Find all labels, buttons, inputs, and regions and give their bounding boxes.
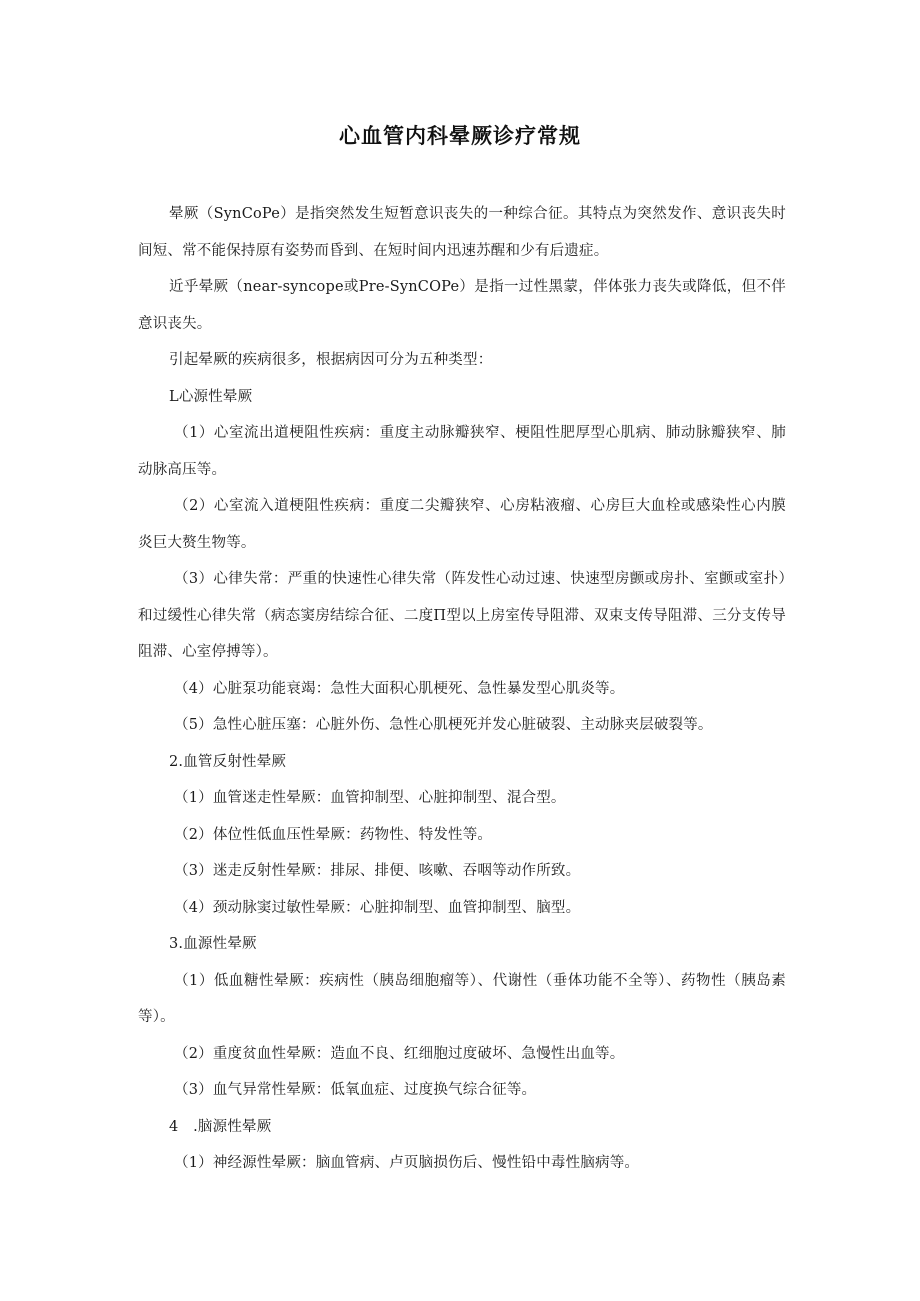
list-item: （4）心脏泵功能衰竭：急性大面积心肌梗死、急性暴发型心肌炎等。 [174,680,625,697]
list-item: （3）迷走反射性晕厥：排尿、排便、咳嗽、吞咽等动作所致。 [174,863,581,879]
document-title: 心血管内科晕厥诊疗常规 [339,124,581,148]
list-item: （4）颈动脉窦过敏性晕厥：心脏抑制型、血管抑制型、脑型。 [174,899,581,916]
section-heading-vascular-reflex: 2.血管反射性晕厥 [169,753,287,770]
section-heading-brain: 4 .脑源性晕厥 [169,1118,272,1135]
list-item: （5）急性心脏压塞：心脏外伤、急性心肌梗死并发心脏破裂、主动脉夹层破裂等。 [174,717,713,733]
section-heading-cardiac: L心源性晕厥 [169,388,253,405]
section-heading-blood: 3.血源性晕厥 [169,936,257,952]
list-item: （1）心室流出道梗阻性疾病：重度主动脉瓣狭窄、梗阻性肥厚型心肌病、肺动脉瓣狭窄、肺动脉高压等。 [138,425,786,478]
list-item: （2）心室流入道梗阻性疾病：重度二尖瓣狭窄、心房粘液瘤、心房巨大血栓或感染性心内膜炎巨大赘生物等。 [138,498,786,551]
list-item: （3）血气异常性晕厥：低氧血症、过度换气综合征等。 [174,1082,537,1098]
list-item: （1）神经源性晕厥：脑血管病、卢页脑损伤后、慢性铅中毒性脑病等。 [174,1155,640,1171]
paragraph-definition: 晕厥（SynCoPe）是指突然发生短暂意识丧失的一种综合征。其特点为突然发作、意识丧失时间短、常不能保持原有姿势而昏到、在短时间内迅速苏醒和少有后遗症。 [138,206,786,259]
list-item: （2）体位性低血压性晕厥：药物性、特发性等。 [174,826,493,843]
list-item: （1）低血糖性晕厥：疾病性（胰岛细胞瘤等）、代谢性（垂体功能不全等）、药物性（胰岛素等）。 [138,972,786,1025]
document-body [138,196,786,1182]
list-item: （1）血管迷走性晕厥：血管抑制型、心脏抑制型、混合型。 [174,790,566,806]
paragraph-near-syncope: 近乎晕厥（near-syncope或Pre-SynCOPe）是指一过性黑蒙，伴体张力丧失或降低，但不伴意识丧失。 [138,279,786,332]
list-item: （2）重度贫血性晕厥：造血不良、红细胞过度破坏、急慢性出血等。 [174,1045,625,1062]
list-item: （3）心律失常：严重的快速性心律失常（阵发性心动过速、快速型房颤或房扑、室颤或室扑）和过缓性心律失常（病态窦房结综合征、二度Π型以上房室传导阻滞、双束支传导阻滞、三分支传导阻滞、心室停搏等）。 [138,571,786,660]
paragraph-classification-intro: 引起晕厥的疾病很多，根据病因可分为五种类型： [169,352,493,368]
